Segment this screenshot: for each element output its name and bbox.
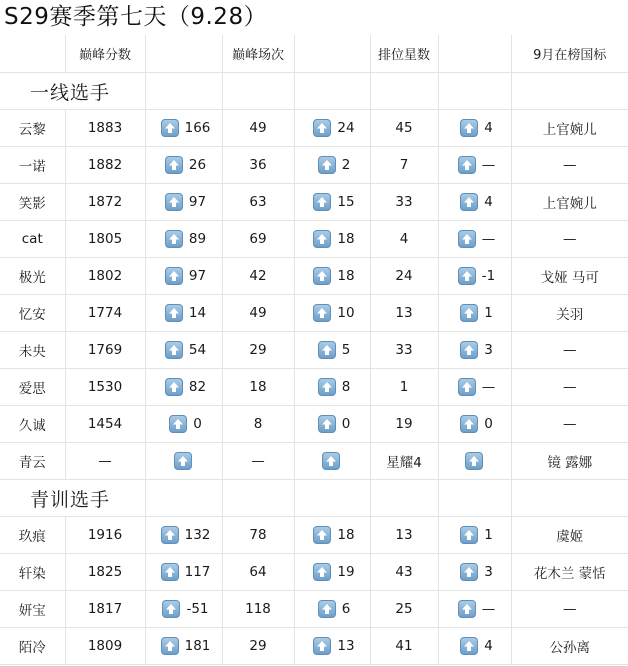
- up-arrow-icon: [318, 156, 336, 174]
- rank-stars-change: [438, 369, 511, 406]
- peak-games-change-value: 18: [337, 526, 355, 543]
- up-arrow-icon: [313, 563, 331, 581]
- peak-score-change-value: 89: [188, 230, 207, 247]
- up-arrow-icon: [313, 304, 331, 322]
- peak-games-change: [294, 369, 370, 406]
- player-name: cat: [0, 221, 65, 258]
- table-row: [0, 517, 628, 554]
- rank-stars-change: [438, 295, 511, 332]
- peak-games-change-value: 15: [337, 193, 355, 210]
- section-header-row: [0, 73, 628, 110]
- empty-cell: [145, 73, 222, 110]
- rank-stars: 41: [370, 628, 438, 665]
- peak-games-change: [294, 258, 370, 295]
- peak-games-change: [294, 517, 370, 554]
- player-name: 爱思: [0, 369, 65, 406]
- up-arrow-icon: [322, 452, 340, 470]
- player-name: 未央: [0, 332, 65, 369]
- section-title: 青训选手: [0, 480, 145, 517]
- up-arrow-icon: [458, 230, 476, 248]
- rank-stars-change-value: 3: [484, 563, 493, 580]
- rank-stars-change: [438, 184, 511, 221]
- national-badge: —: [511, 369, 628, 406]
- peak-score-change: [145, 295, 222, 332]
- peak-games: 18: [222, 369, 294, 406]
- peak-games-change: [294, 443, 370, 480]
- peak-score-change: [145, 221, 222, 258]
- up-arrow-icon: [465, 452, 483, 470]
- peak-games-change-value: 6: [341, 600, 351, 617]
- rank-stars-change: [438, 517, 511, 554]
- empty-cell: [294, 73, 370, 110]
- up-arrow-icon: [313, 267, 331, 285]
- header-row: [0, 35, 628, 73]
- rank-stars-change-value: 4: [484, 637, 493, 654]
- peak-games: 49: [222, 110, 294, 147]
- peak-games: 42: [222, 258, 294, 295]
- national-badge: 虞姬: [511, 517, 628, 554]
- table-row: [0, 295, 628, 332]
- up-arrow-icon: [460, 563, 478, 581]
- peak-score-change-value: 117: [184, 563, 211, 580]
- table-row: [0, 369, 628, 406]
- rank-stars: 43: [370, 554, 438, 591]
- rank-stars: 4: [370, 221, 438, 258]
- peak-score: 1809: [65, 628, 145, 665]
- ranking-table: [0, 35, 628, 665]
- peak-games-change: [294, 110, 370, 147]
- peak-games: 29: [222, 332, 294, 369]
- peak-games-change-value: 18: [337, 267, 355, 284]
- peak-score-change: [145, 517, 222, 554]
- peak-games-change: [294, 591, 370, 628]
- section-header-row: [0, 480, 628, 517]
- up-arrow-icon: [161, 637, 179, 655]
- peak-games-change-value: 24: [337, 119, 355, 136]
- peak-games-change: [294, 221, 370, 258]
- peak-games-change-value: 19: [337, 563, 355, 580]
- empty-cell: [222, 480, 294, 517]
- up-arrow-icon: [460, 341, 478, 359]
- peak-score: 1774: [65, 295, 145, 332]
- rank-stars-change: [438, 332, 511, 369]
- up-arrow-icon: [161, 526, 179, 544]
- up-arrow-icon: [318, 378, 336, 396]
- peak-score: —: [65, 443, 145, 480]
- national-badge: —: [511, 406, 628, 443]
- header-cell-games: 巅峰场次: [222, 35, 294, 73]
- rank-stars-change-value: —: [481, 600, 496, 617]
- peak-score-change-value: 26: [188, 156, 207, 173]
- up-arrow-icon: [318, 600, 336, 618]
- peak-games-change-value: 8: [341, 378, 351, 395]
- up-arrow-icon: [458, 378, 476, 396]
- peak-games-change: [294, 628, 370, 665]
- up-arrow-icon: [165, 378, 183, 396]
- peak-score-change-value: 54: [188, 341, 207, 358]
- rank-stars-change: [438, 406, 511, 443]
- peak-score: 1825: [65, 554, 145, 591]
- peak-score: 1805: [65, 221, 145, 258]
- peak-score-change: [145, 147, 222, 184]
- rank-stars-change-value: —: [481, 230, 496, 247]
- up-arrow-icon: [460, 637, 478, 655]
- empty-cell: [511, 73, 628, 110]
- up-arrow-icon: [460, 526, 478, 544]
- rank-stars-change-value: 3: [484, 341, 493, 358]
- player-name: 极光: [0, 258, 65, 295]
- table-row: [0, 591, 628, 628]
- player-name: 玖痕: [0, 517, 65, 554]
- up-arrow-icon: [165, 304, 183, 322]
- peak-games: 64: [222, 554, 294, 591]
- header-cell-games-change: [294, 35, 370, 73]
- rank-stars-change-value: 4: [484, 119, 493, 136]
- peak-games-change: [294, 406, 370, 443]
- peak-score: 1530: [65, 369, 145, 406]
- national-badge: —: [511, 332, 628, 369]
- header-cell-badge: 9月在榜国标: [511, 35, 628, 73]
- rank-stars: 45: [370, 110, 438, 147]
- rank-stars: 33: [370, 332, 438, 369]
- rank-stars: 19: [370, 406, 438, 443]
- peak-games-change-value: 2: [341, 156, 351, 173]
- player-name: 笑影: [0, 184, 65, 221]
- up-arrow-icon: [169, 415, 187, 433]
- empty-cell: [438, 73, 511, 110]
- rank-stars-change-value: —: [481, 156, 496, 173]
- peak-score-change: [145, 110, 222, 147]
- peak-games-change: [294, 184, 370, 221]
- peak-score-change-value: 97: [188, 267, 207, 284]
- empty-cell: [294, 480, 370, 517]
- player-name: 忆安: [0, 295, 65, 332]
- rank-stars-change: [438, 628, 511, 665]
- player-name: 轩染: [0, 554, 65, 591]
- peak-games: 29: [222, 628, 294, 665]
- rank-stars: 13: [370, 517, 438, 554]
- national-badge: —: [511, 147, 628, 184]
- header-cell-stars-change: [438, 35, 511, 73]
- up-arrow-icon: [165, 156, 183, 174]
- peak-games-change-value: 10: [337, 304, 355, 321]
- rank-stars: 7: [370, 147, 438, 184]
- rank-stars-change-value: 1: [484, 526, 493, 543]
- up-arrow-icon: [161, 563, 179, 581]
- up-arrow-icon: [458, 267, 476, 285]
- player-name: 妍宝: [0, 591, 65, 628]
- peak-games-change-value: 5: [341, 341, 351, 358]
- table-row: [0, 147, 628, 184]
- rank-stars: 33: [370, 184, 438, 221]
- peak-games-change: [294, 554, 370, 591]
- rank-stars: 1: [370, 369, 438, 406]
- rank-stars-change: [438, 221, 511, 258]
- national-badge: 花木兰 蒙恬: [511, 554, 628, 591]
- peak-score-change-value: 14: [188, 304, 207, 321]
- header-cell-score-change: [145, 35, 222, 73]
- peak-score-change-value: 181: [184, 637, 211, 654]
- header-cell-stars: 排位星数: [370, 35, 438, 73]
- peak-score: 1916: [65, 517, 145, 554]
- up-arrow-icon: [313, 526, 331, 544]
- peak-games-change: [294, 147, 370, 184]
- national-badge: 上官婉儿: [511, 110, 628, 147]
- peak-score: 1882: [65, 147, 145, 184]
- empty-cell: [370, 480, 438, 517]
- peak-score-change: [145, 628, 222, 665]
- peak-games: 63: [222, 184, 294, 221]
- peak-games: 36: [222, 147, 294, 184]
- peak-games-change: [294, 332, 370, 369]
- section-title: 一线选手: [0, 73, 145, 110]
- up-arrow-icon: [460, 119, 478, 137]
- up-arrow-icon: [161, 119, 179, 137]
- peak-games: —: [222, 443, 294, 480]
- player-name: 一诺: [0, 147, 65, 184]
- table-row: [0, 221, 628, 258]
- peak-score-change-value: 97: [188, 193, 207, 210]
- up-arrow-icon: [162, 600, 180, 618]
- rank-stars: 24: [370, 258, 438, 295]
- peak-score-change: [145, 258, 222, 295]
- rank-stars-change-value: 1: [484, 304, 493, 321]
- up-arrow-icon: [165, 230, 183, 248]
- peak-score: 1769: [65, 332, 145, 369]
- peak-score-change: [145, 443, 222, 480]
- peak-score: 1883: [65, 110, 145, 147]
- table-row: [0, 554, 628, 591]
- up-arrow-icon: [318, 341, 336, 359]
- ranking-table-body: [0, 35, 628, 665]
- national-badge: 镜 露娜: [511, 443, 628, 480]
- peak-score: 1817: [65, 591, 145, 628]
- rank-stars-change: [438, 554, 511, 591]
- national-badge: 公孙离: [511, 628, 628, 665]
- up-arrow-icon: [313, 637, 331, 655]
- player-name: 陌冷: [0, 628, 65, 665]
- peak-games-change-value: 18: [337, 230, 355, 247]
- peak-games: 69: [222, 221, 294, 258]
- up-arrow-icon: [313, 230, 331, 248]
- table-row: [0, 332, 628, 369]
- up-arrow-icon: [460, 304, 478, 322]
- national-badge: 戈娅 马可: [511, 258, 628, 295]
- peak-games-change: [294, 295, 370, 332]
- empty-cell: [370, 73, 438, 110]
- rank-stars-change: [438, 258, 511, 295]
- header-cell-name: [0, 35, 65, 73]
- table-row: [0, 184, 628, 221]
- peak-score-change-value: 0: [193, 415, 202, 432]
- national-badge: —: [511, 221, 628, 258]
- rank-stars-change-value: 4: [484, 193, 493, 210]
- peak-games-change-value: 13: [337, 637, 355, 654]
- peak-score-change-value: 166: [184, 119, 211, 136]
- up-arrow-icon: [458, 600, 476, 618]
- rank-stars-change: [438, 591, 511, 628]
- header-cell-score: 巅峰分数: [65, 35, 145, 73]
- up-arrow-icon: [313, 119, 331, 137]
- table-row: [0, 443, 628, 480]
- empty-cell: [145, 480, 222, 517]
- up-arrow-icon: [460, 415, 478, 433]
- peak-score: 1802: [65, 258, 145, 295]
- page-title: S29赛季第七天（9.28）: [4, 4, 268, 30]
- rank-stars-change-value: —: [481, 378, 496, 395]
- peak-score: 1872: [65, 184, 145, 221]
- up-arrow-icon: [165, 267, 183, 285]
- peak-score: 1454: [65, 406, 145, 443]
- peak-games: 78: [222, 517, 294, 554]
- rank-stars-change-value: -1: [481, 267, 496, 284]
- up-arrow-icon: [165, 341, 183, 359]
- up-arrow-icon: [165, 193, 183, 211]
- up-arrow-icon: [313, 193, 331, 211]
- rank-stars-change: [438, 147, 511, 184]
- national-badge: 关羽: [511, 295, 628, 332]
- rank-stars: 25: [370, 591, 438, 628]
- rank-stars-change: [438, 110, 511, 147]
- peak-score-change-value: 82: [188, 378, 207, 395]
- peak-score-change-value: -51: [186, 600, 209, 617]
- rank-stars: 13: [370, 295, 438, 332]
- table-row: [0, 258, 628, 295]
- player-name: 久诚: [0, 406, 65, 443]
- up-arrow-icon: [460, 193, 478, 211]
- peak-score-change-value: 132: [184, 526, 211, 543]
- rank-stars: 星耀4: [370, 443, 438, 480]
- rank-stars-change-value: 0: [484, 415, 493, 432]
- peak-games: 118: [222, 591, 294, 628]
- peak-score-change: [145, 332, 222, 369]
- table-row: [0, 110, 628, 147]
- player-name: 云黎: [0, 110, 65, 147]
- empty-cell: [438, 480, 511, 517]
- up-arrow-icon: [174, 452, 192, 470]
- national-badge: —: [511, 591, 628, 628]
- national-badge: 上官婉儿: [511, 184, 628, 221]
- peak-score-change: [145, 184, 222, 221]
- peak-score-change: [145, 591, 222, 628]
- rank-stars-change: [438, 443, 511, 480]
- up-arrow-icon: [458, 156, 476, 174]
- empty-cell: [511, 480, 628, 517]
- table-row: [0, 628, 628, 665]
- peak-score-change: [145, 554, 222, 591]
- empty-cell: [222, 73, 294, 110]
- peak-score-change: [145, 406, 222, 443]
- peak-games-change-value: 0: [341, 415, 351, 432]
- peak-games: 49: [222, 295, 294, 332]
- player-name: 青云: [0, 443, 65, 480]
- peak-games: 8: [222, 406, 294, 443]
- up-arrow-icon: [318, 415, 336, 433]
- table-row: [0, 406, 628, 443]
- peak-score-change: [145, 369, 222, 406]
